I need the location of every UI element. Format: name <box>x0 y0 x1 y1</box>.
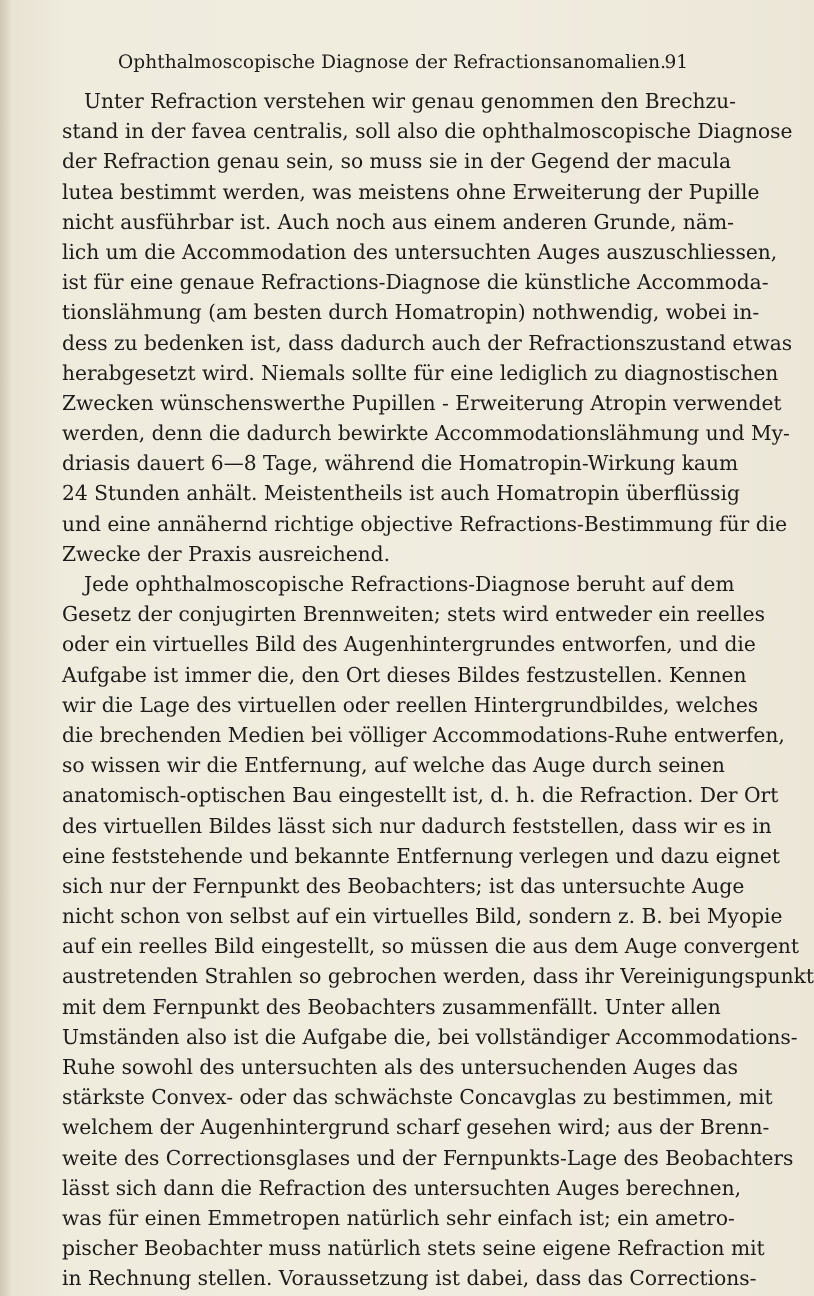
text-line: lutea bestimmt werden, was meistens ohne Erweiterung der Pupille <box>62 179 760 204</box>
text-line: werden, denn die dadurch bewirkte Accommodationslähmung und My- <box>62 421 790 446</box>
text-line: Umständen also ist die Aufgabe die, bei vollständiger Accommodations- <box>62 1024 798 1049</box>
text-line: und eine annähernd richtige objective Refractions-Bestimmung für die <box>62 511 788 536</box>
text-line: der Refraction genau sein, so muss sie in der Gegend der macula <box>62 149 732 174</box>
text-line: nicht schon von selbst auf ein virtuelles Bild, sondern z. B. bei Myopie <box>62 904 783 929</box>
text-line: lässt sich dann die Refraction des untersuchten Auges berechnen, <box>62 1175 742 1200</box>
running-title: Ophthalmoscopische Diagnose der Refractionsanomalien. <box>118 52 667 73</box>
text-line: ist für eine genaue Refractions-Diagnose die künstliche Accommoda- <box>62 270 769 295</box>
text-line: dess zu bedenken ist, dass dadurch auch der Refractionszustand etwas <box>62 330 793 355</box>
text-line: oder ein virtuelles Bild des Augenhintergrundes entworfen, und die <box>62 632 756 657</box>
text-line: Unter Refraction verstehen wir genau genommen den Brechzu- <box>84 89 736 113</box>
page-number: 91 <box>664 52 688 73</box>
text-line: austretenden Strahlen so gebrochen werden, dass ihr Vereinigungspunkt <box>62 964 814 989</box>
text-line: 24 Stunden anhält. Meistentheils ist auch Homatropin überflüssig <box>62 481 740 506</box>
text-line: nicht ausführbar ist. Auch noch aus einem anderen Grunde, näm- <box>62 209 734 234</box>
paragraph-1 <box>62 86 793 569</box>
text-line: herabgesetzt wird. Niemals sollte für eine lediglich zu diagnostischen <box>62 360 779 385</box>
text-line: was für einen Emmetropen natürlich sehr einfach ist; ein ametro- <box>62 1205 735 1230</box>
text-line: lich um die Accommodation des untersuchten Auges auszuschliessen, <box>62 239 778 264</box>
page-edge-shadow <box>0 0 12 1296</box>
text-line: weite des Correctionsglases und der Fernpunkts-Lage des Beobachters <box>62 1145 794 1170</box>
text-line: wir die Lage des virtuellen oder reellen Hintergrundbildes, welches <box>62 692 759 717</box>
text-line: pischer Beobachter muss natürlich stets seine eigene Refraction mit <box>62 1236 765 1261</box>
body-text <box>62 86 814 1294</box>
text-line: des virtuellen Bildes lässt sich nur dadurch feststellen, dass wir es in <box>62 813 772 838</box>
text-line: so wissen wir die Entfernung, auf welche das Auge durch seinen <box>62 753 725 778</box>
text-line: driasis dauert 6—8 Tage, während die Homatropin-Wirkung kaum <box>62 451 739 476</box>
text-line: eine feststehende und bekannte Entfernung verlegen und dazu eignet <box>62 843 780 868</box>
text-line: Gesetz der conjugirten Brennweiten; stets wird entweder ein reelles <box>62 602 765 627</box>
paragraph-2 <box>62 569 814 1294</box>
text-line: mit dem Fernpunkt des Beobachters zusammenfällt. Unter allen <box>62 994 721 1019</box>
page-header <box>118 52 688 80</box>
text-line: stand in der favea centralis, soll also die ophthalmoscopische Diagnose <box>62 119 793 144</box>
text-line: sich nur der Fernpunkt des Beobachters; ist das untersuchte Auge <box>62 873 745 898</box>
text-line: Zwecken wünschenswerthe Pupillen - Erweiterung Atropin verwendet <box>62 390 782 415</box>
text-line: stärkste Convex- oder das schwächste Concavglas zu bestimmen, mit <box>62 1085 773 1110</box>
text-line: anatomisch-optischen Bau eingestellt ist, d. h. die Refraction. Der Ort <box>62 783 779 808</box>
text-line: die brechenden Medien bei völliger Accommodations-Ruhe entwerfen, <box>62 722 785 747</box>
text-line: Jede ophthalmoscopische Refractions-Diagnose beruht auf dem <box>84 572 735 596</box>
text-line: tionslähmung (am besten durch Homatropin) nothwendig, wobei in- <box>62 300 760 325</box>
text-line: auf ein reelles Bild eingestellt, so müssen die aus dem Auge convergent <box>62 934 800 959</box>
text-line: Aufgabe ist immer die, den Ort dieses Bildes festzustellen. Kennen <box>62 662 747 687</box>
text-line: in Rechnung stellen. Voraussetzung ist dabei, dass das Corrections- <box>62 1266 757 1291</box>
text-line: welchem der Augenhintergrund scharf gesehen wird; aus der Brenn- <box>62 1115 770 1140</box>
text-line: Zwecke der Praxis ausreichend. <box>62 541 391 566</box>
text-line: Ruhe sowohl des untersuchten als des untersuchenden Auges das <box>62 1055 738 1079</box>
